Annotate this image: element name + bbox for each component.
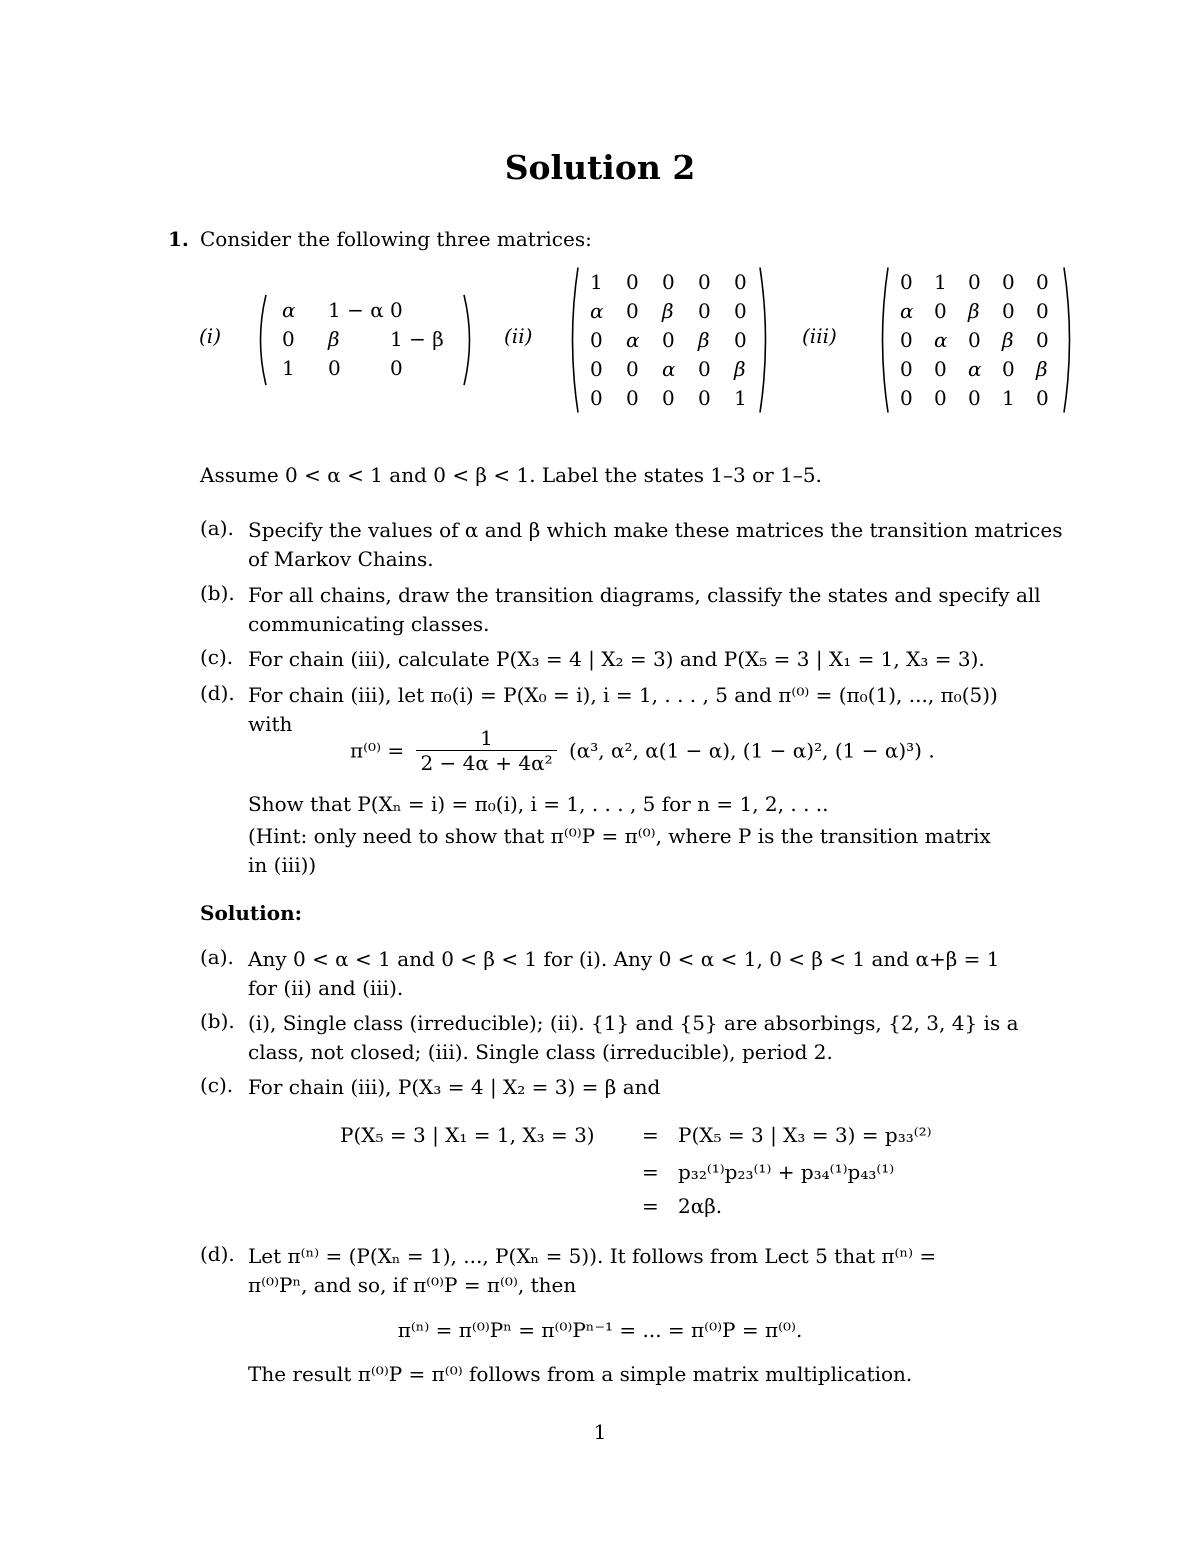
matrix-cell: 0 [734,328,747,352]
matrix-cell: 0 [626,386,639,410]
solution-d-line: π⁽⁰⁾Pⁿ, and so, if π⁽⁰⁾P = π⁽⁰⁾, then [248,1273,577,1297]
solution-heading: Solution: [200,901,303,925]
matrix-cell: α [282,298,296,322]
solution-b-text [248,1009,1019,1067]
matrix-cell: 0 [900,328,913,352]
c-equation-rhs-3: 2αβ. [678,1194,723,1218]
matrix-label-iii: (iii) [802,324,837,348]
matrix-cell: 0 [1002,270,1015,294]
matrix-cell: 1 − β [390,327,444,351]
left-paren [566,266,580,414]
matrix-cell: α [662,357,676,381]
part-d-line: Show that P(Xₙ = i) = π₀(i), i = 1, . . . , 5 for n = 1, 2, . . .. [248,792,829,816]
matrix-iii [876,266,1076,414]
matrix-cell: 0 [590,357,603,381]
matrix-cell: 0 [1036,299,1049,323]
part-d-show [248,790,991,880]
matrix-cell: 1 [934,270,947,294]
fraction-denominator: 2 − 4α + 4α² [420,751,553,775]
matrix-cell: 0 [1002,357,1015,381]
matrix-cell: α [900,299,914,323]
matrix-cell: 0 [626,299,639,323]
solution-d-line: Let π⁽ⁿ⁾ = (P(Xₙ = 1), ..., P(Xₙ = 5)). It follows from Lect 5 that π⁽ⁿ⁾ = [248,1244,937,1268]
solution-c-text: For chain (iii), P(X₃ = 4 | X₂ = 3) = β and [248,1075,661,1099]
part-d-label: (d). [200,681,235,705]
matrix-cell: 0 [626,270,639,294]
c-equation-equals: = [642,1160,659,1184]
solution-b-line: class, not closed; (iii). Single class (irreducible), period 2. [248,1040,833,1064]
matrix-cell: 0 [662,386,675,410]
part-c-text: For chain (iii), calculate P(X₃ = 4 | X₂ = 3) and P(X₅ = 3 | X₁ = 1, X₃ = 3). [248,647,985,671]
matrix-cell: 1 [1002,386,1015,410]
solution-d-label: (d). [200,1242,235,1266]
matrix-cell: 0 [900,357,913,381]
matrix-cell: 0 [662,328,675,352]
matrix-ii [566,266,772,414]
matrix-iii-grid [900,268,1070,413]
part-d-line: (Hint: only need to show that π⁽⁰⁾P = π⁽⁰⁾, where P is the transition matrix [248,824,991,848]
part-a-text [248,516,1062,574]
page-number: 1 [593,1420,607,1444]
fraction-numerator: 1 [416,726,556,751]
part-d-line: For chain (iii), let π₀(i) = P(X₀ = i), i = 1, . . . , 5 and π⁽⁰⁾ = (π₀(1), ..., π₀(5)) [248,683,998,707]
matrix-cell: 0 [1036,328,1049,352]
pi0-equation [350,726,935,775]
part-b-line: communicating classes. [248,612,490,636]
matrix-cell: β [968,299,980,323]
matrix-cell: 0 [282,327,295,351]
matrix-cell: 1 [734,386,747,410]
solution-a-text [248,945,1000,1003]
c-equation-equals: = [642,1194,659,1218]
matrix-i-grid [282,296,460,383]
matrix-cell: 0 [934,357,947,381]
part-b-line: For all chains, draw the transition diagrams, classify the states and specify all [248,583,1041,607]
d-display-equation: π⁽ⁿ⁾ = π⁽⁰⁾Pⁿ = π⁽⁰⁾Pⁿ⁻¹ = ... = π⁽⁰⁾P = π⁽⁰⁾. [397,1318,803,1342]
solution-b-label: (b). [200,1009,235,1033]
matrix-label-i: (i) [199,324,222,348]
matrix-cell: 0 [934,299,947,323]
solution-c-label: (c). [200,1073,234,1097]
matrix-cell: 1 [282,356,295,380]
question-number: 1. [168,227,189,251]
matrix-cell: β [1002,328,1014,352]
solution-a-label: (a). [200,945,234,969]
matrix-cell: β [662,299,674,323]
part-d-line: in (iii)) [248,853,317,877]
right-paren [1062,266,1076,414]
pi0-equation-rhs: (α³, α², α(1 − α), (1 − α)², (1 − α)³) . [568,738,935,763]
part-c-label: (c). [200,645,234,669]
matrix-cell: 0 [662,270,675,294]
right-paren [758,266,772,414]
matrix-i [254,294,476,386]
matrix-cell: 0 [968,386,981,410]
pi0-equation-lhs: π⁽⁰⁾ = [350,738,405,763]
matrix-cell: 0 [390,298,403,322]
part-a-line: of Markov Chains. [248,547,434,571]
matrix-cell: 0 [328,356,341,380]
part-b-label: (b). [200,581,235,605]
matrix-cell: 0 [734,270,747,294]
matrix-cell: 0 [900,270,913,294]
matrix-cell: 0 [734,299,747,323]
left-paren [254,294,268,386]
part-a-line: Specify the values of α and β which make these matrices the transition matrices [248,518,1063,542]
matrix-cell: 1 [590,270,603,294]
solution-d-text [248,1242,936,1300]
matrix-cell: 0 [590,386,603,410]
matrix-cell: 0 [968,328,981,352]
matrix-cell: 0 [968,270,981,294]
matrix-cell: 0 [390,356,403,380]
matrix-cell: 0 [698,270,711,294]
c-equation-rhs-1: P(X₅ = 3 | X₃ = 3) = p₃₃⁽²⁾ [678,1123,932,1147]
c-equation-rhs-2: p₃₂⁽¹⁾p₂₃⁽¹⁾ + p₃₄⁽¹⁾p₄₃⁽¹⁾ [678,1160,895,1184]
matrix-cell: α [590,299,604,323]
c-equation-equals: = [642,1123,659,1147]
matrix-cell: 0 [698,357,711,381]
matrix-cell: 0 [626,357,639,381]
matrix-cell: 0 [1036,270,1049,294]
question-intro: Consider the following three matrices: [200,227,592,251]
matrix-label-ii: (ii) [504,324,533,348]
assumption-text: Assume 0 < α < 1 and 0 < β < 1. Label the states 1–3 or 1–5. [200,463,822,487]
matrix-cell: β [328,327,340,351]
matrix-ii-grid [590,268,770,413]
part-b-text [248,581,1041,639]
left-paren [876,266,890,414]
matrix-cell: 1 − α [328,298,384,322]
solution-b-line: (i), Single class (irreducible); (ii). {1} and {5} are absorbings, {2, 3, 4} is a [248,1011,1019,1035]
matrix-cell: β [734,357,746,381]
matrix-cell: 0 [934,386,947,410]
solution-a-line: Any 0 < α < 1 and 0 < β < 1 for (i). Any 0 < α < 1, 0 < β < 1 and α+β = 1 [248,947,1000,971]
matrix-cell: 0 [698,299,711,323]
c-equation-lhs: P(X₅ = 3 | X₁ = 1, X₃ = 3) [340,1123,595,1147]
part-d-line: with [248,712,293,736]
solution-a-line: for (ii) and (iii). [248,976,404,1000]
solution-d-result: The result π⁽⁰⁾P = π⁽⁰⁾ follows from a simple matrix multiplication. [248,1362,913,1386]
matrix-cell: β [698,328,710,352]
matrix-cell: α [968,357,982,381]
matrix-cell: β [1036,357,1048,381]
matrix-cell: 0 [698,386,711,410]
part-a-label: (a). [200,516,234,540]
pi0-fraction [416,726,556,775]
matrix-cell: 0 [1002,299,1015,323]
matrix-cell: α [934,328,948,352]
matrix-cell: α [626,328,640,352]
right-paren [462,294,476,386]
matrix-cell: 0 [1036,386,1049,410]
matrix-cell: 0 [900,386,913,410]
page-title: Solution 2 [504,148,696,187]
matrix-cell: 0 [590,328,603,352]
